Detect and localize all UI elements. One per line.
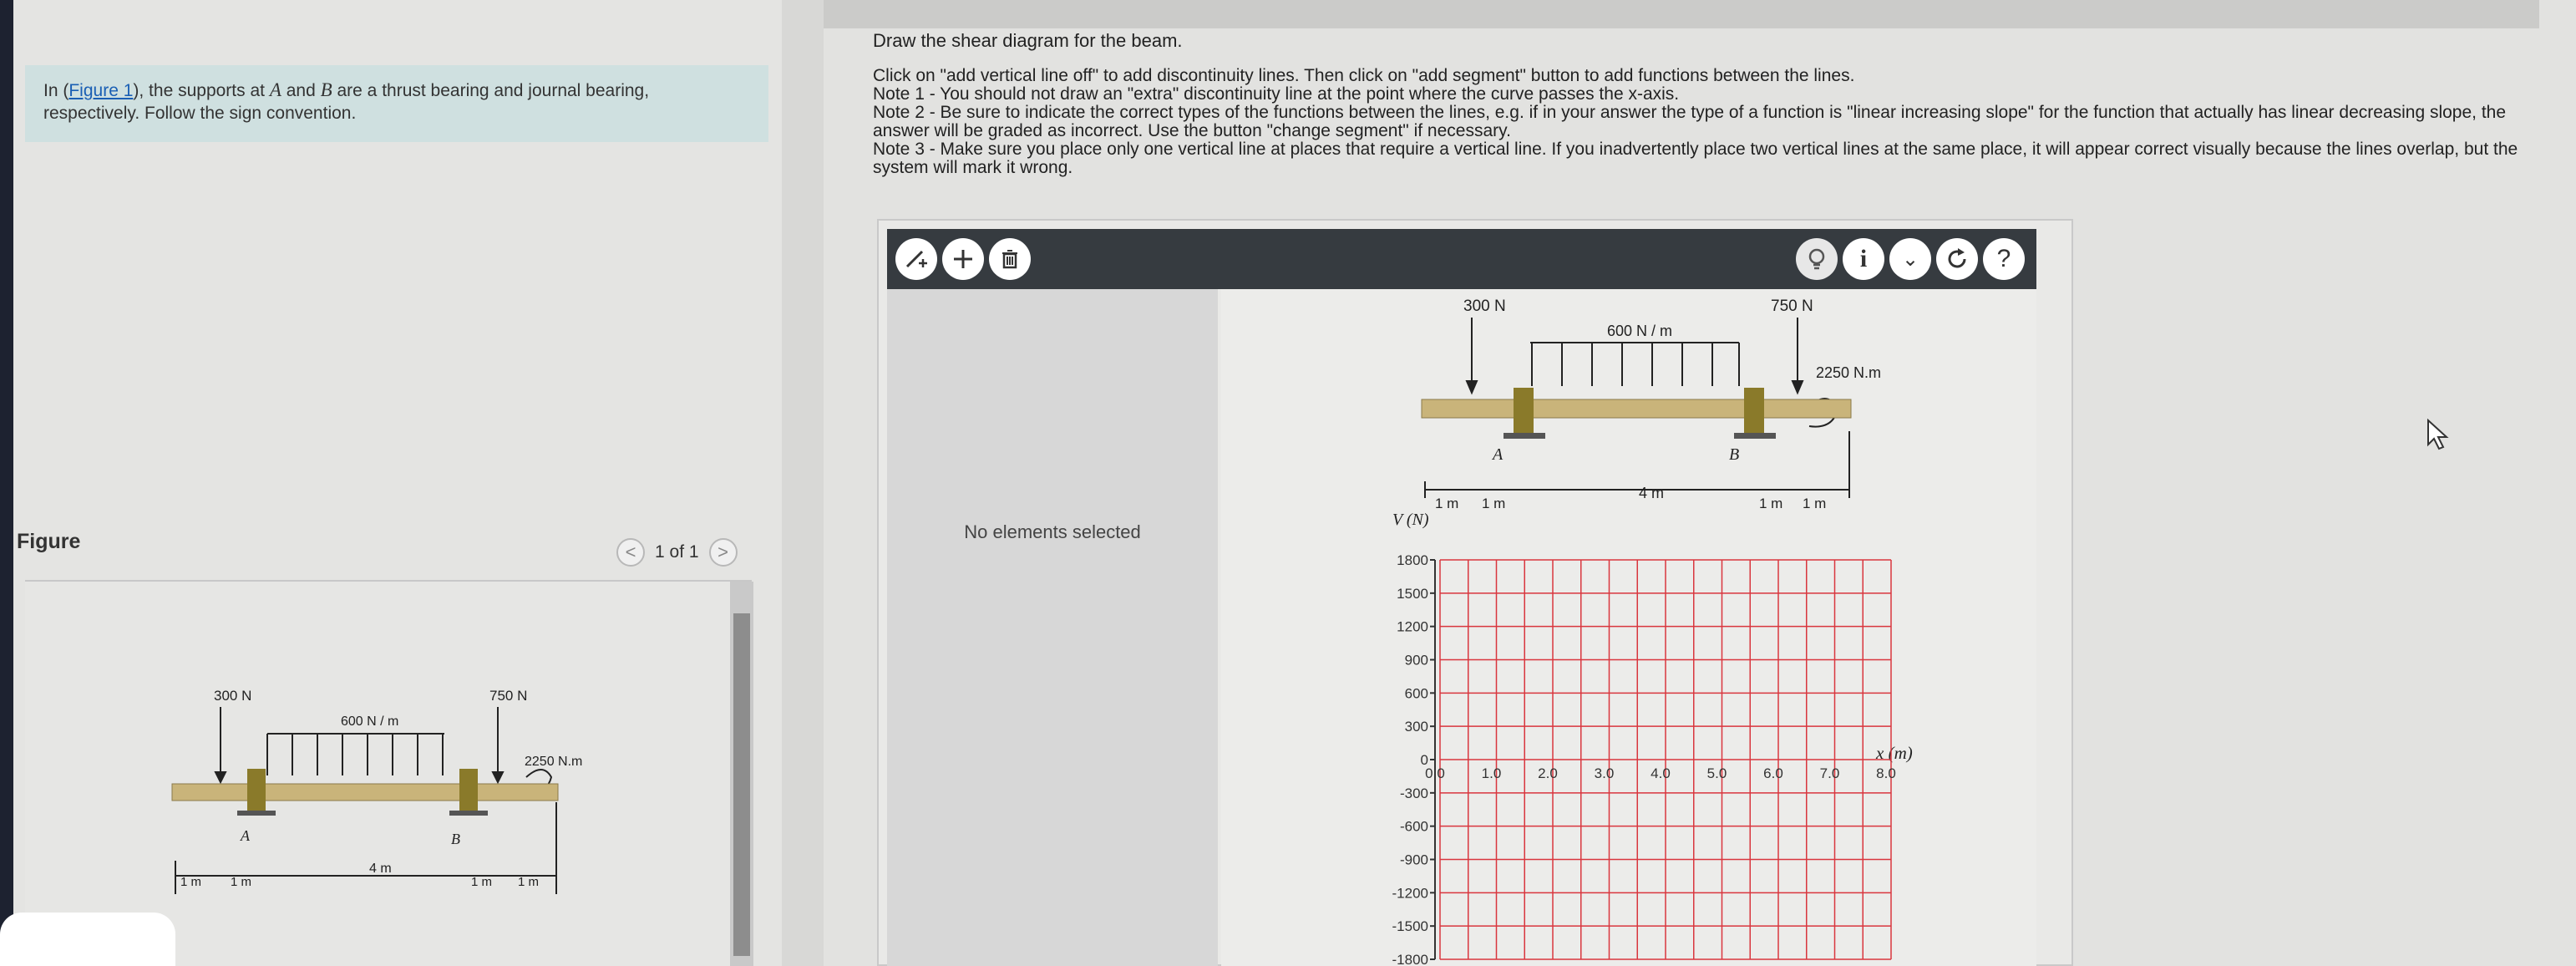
fig-support-b-label: B: [451, 831, 460, 847]
next-figure-button[interactable]: >: [709, 538, 738, 567]
problem-text-3: and: [281, 81, 321, 100]
overlay-blob: [0, 913, 175, 966]
figure-heading: Figure: [17, 530, 81, 553]
canvas-dim-4m: 4 m: [1639, 485, 1665, 501]
y-tick-label: 300: [1404, 719, 1428, 735]
instructions-line1: Click on "add vertical line off" to add discontinuity lines. Then click on "add segment" button to add functions between the lines.: [873, 66, 1855, 85]
tool-toolbar: [887, 229, 2036, 289]
x-tick-label: 8.0: [1876, 765, 1896, 781]
support-b-symbol: B: [320, 79, 332, 100]
figure-page-count: 1 of 1: [655, 542, 699, 562]
instructions-note2: Note 2 - Be sure to indicate the correct types of the functions between the lines, e.g. if in your answer the type of a function is "linear increasing slope" for the function that actually has linear decreasing slope, the answer will be graded as incorrect. Use the button "change segment" if necessary.: [873, 103, 2507, 140]
reset-icon[interactable]: [1936, 238, 1978, 280]
y-tick-label: -1800: [1392, 952, 1428, 966]
element-properties-panel: [887, 289, 1218, 966]
x-tick-label: 2.0: [1538, 765, 1558, 781]
add-segment-icon[interactable]: [942, 238, 984, 280]
fig-support-a-label: A: [241, 827, 250, 844]
instructions-heading: Draw the shear diagram for the beam.: [873, 30, 1183, 51]
canvas-dim-1m-c: 1 m: [1759, 496, 1783, 511]
info-icon[interactable]: i: [1843, 238, 1884, 280]
problem-text-1: In (: [43, 81, 69, 100]
window-edge: [0, 0, 13, 966]
canvas-distributed-label: 600 N / m: [1607, 323, 1673, 339]
top-strip: [824, 0, 2539, 28]
y-tick-label: -1200: [1392, 885, 1428, 902]
mouse-cursor-icon: [2426, 418, 2451, 451]
fig-dim-1m-c: 1 m: [471, 875, 493, 889]
canvas-support-b-label: B: [1729, 445, 1740, 464]
fig-distributed-label: 600 N / m: [341, 714, 399, 729]
fig-load-left-label: 300 N: [214, 688, 252, 704]
y-tick-label: -600: [1399, 818, 1428, 835]
canvas-dim-1m-b: 1 m: [1482, 496, 1506, 511]
canvas-support-a-label: A: [1493, 445, 1504, 464]
problem-text-4: are a thrust bearing and journal bearing, respectively. Follow the sign convention.: [43, 81, 650, 123]
y-tick-label: -900: [1399, 852, 1428, 868]
problem-statement: [25, 65, 768, 142]
instructions: [873, 32, 2552, 177]
x-tick-label: 5.0: [1706, 765, 1727, 781]
fig-load-right-label: 750 N: [489, 688, 528, 704]
canvas-dim-1m-a: 1 m: [1435, 496, 1459, 511]
figure-pager: [616, 538, 738, 567]
y-tick-label: -1500: [1392, 918, 1428, 935]
x-tick-label: 1.0: [1481, 765, 1502, 781]
dropdown-icon[interactable]: ⌄: [1889, 238, 1931, 280]
help-icon[interactable]: ?: [1983, 238, 2025, 280]
x-tick-label: 7.0: [1819, 765, 1840, 781]
x-axis-label: x (m): [1876, 743, 1913, 763]
support-a-symbol: A: [269, 79, 281, 100]
canvas-drawing: [1221, 289, 2036, 966]
fig-dim-1m-a: 1 m: [180, 875, 202, 889]
figure-link[interactable]: Figure 1: [68, 81, 134, 100]
hint-icon[interactable]: [1796, 238, 1838, 280]
delete-icon[interactable]: [989, 238, 1031, 280]
y-tick-label: -300: [1399, 785, 1428, 801]
x-tick-label: 6.0: [1763, 765, 1783, 781]
x-tick-label: 0.0: [1425, 765, 1445, 781]
selection-status: No elements selected: [964, 521, 1141, 542]
canvas-load-left-label: 300 N: [1463, 297, 1506, 315]
instructions-note1: Note 1 - You should not draw an "extra" discontinuity line at the point where the curve passes the x-axis.: [873, 84, 1680, 104]
prev-figure-button[interactable]: <: [616, 538, 645, 567]
y-tick-label: 600: [1404, 685, 1428, 702]
y-tick-label: 900: [1404, 652, 1428, 669]
add-vertical-line-icon[interactable]: [895, 238, 937, 280]
shear-axis-label: V (N): [1392, 511, 1429, 529]
canvas-moment-label: 2250 N.m: [1816, 364, 1882, 381]
x-tick-label: 4.0: [1651, 765, 1671, 781]
x-tick-label: 3.0: [1594, 765, 1615, 781]
shear-grid[interactable]: [1430, 560, 1891, 959]
y-tick-label: 1500: [1397, 585, 1428, 602]
y-tick-label: 1200: [1397, 618, 1428, 635]
y-tick-label: 1800: [1397, 552, 1428, 568]
instructions-note3: Note 3 - Make sure you place only one vertical line at places that require a vertical line. If you inadvertently place two vertical lines at the same place, it will appear correct visually because the lines overlap, but the system will mark it wrong.: [873, 140, 2518, 177]
canvas-dim-1m-d: 1 m: [1803, 496, 1827, 511]
fig-dim-1m-b: 1 m: [231, 875, 252, 889]
canvas-load-right-label: 750 N: [1771, 297, 1813, 315]
problem-text-2: ), the supports at: [133, 81, 270, 100]
fig-dim-4m: 4 m: [369, 862, 392, 876]
fig-dim-1m-d: 1 m: [518, 875, 540, 889]
fig-moment-label: 2250 N.m: [525, 755, 583, 769]
y-tick-label: 0: [1420, 752, 1428, 768]
